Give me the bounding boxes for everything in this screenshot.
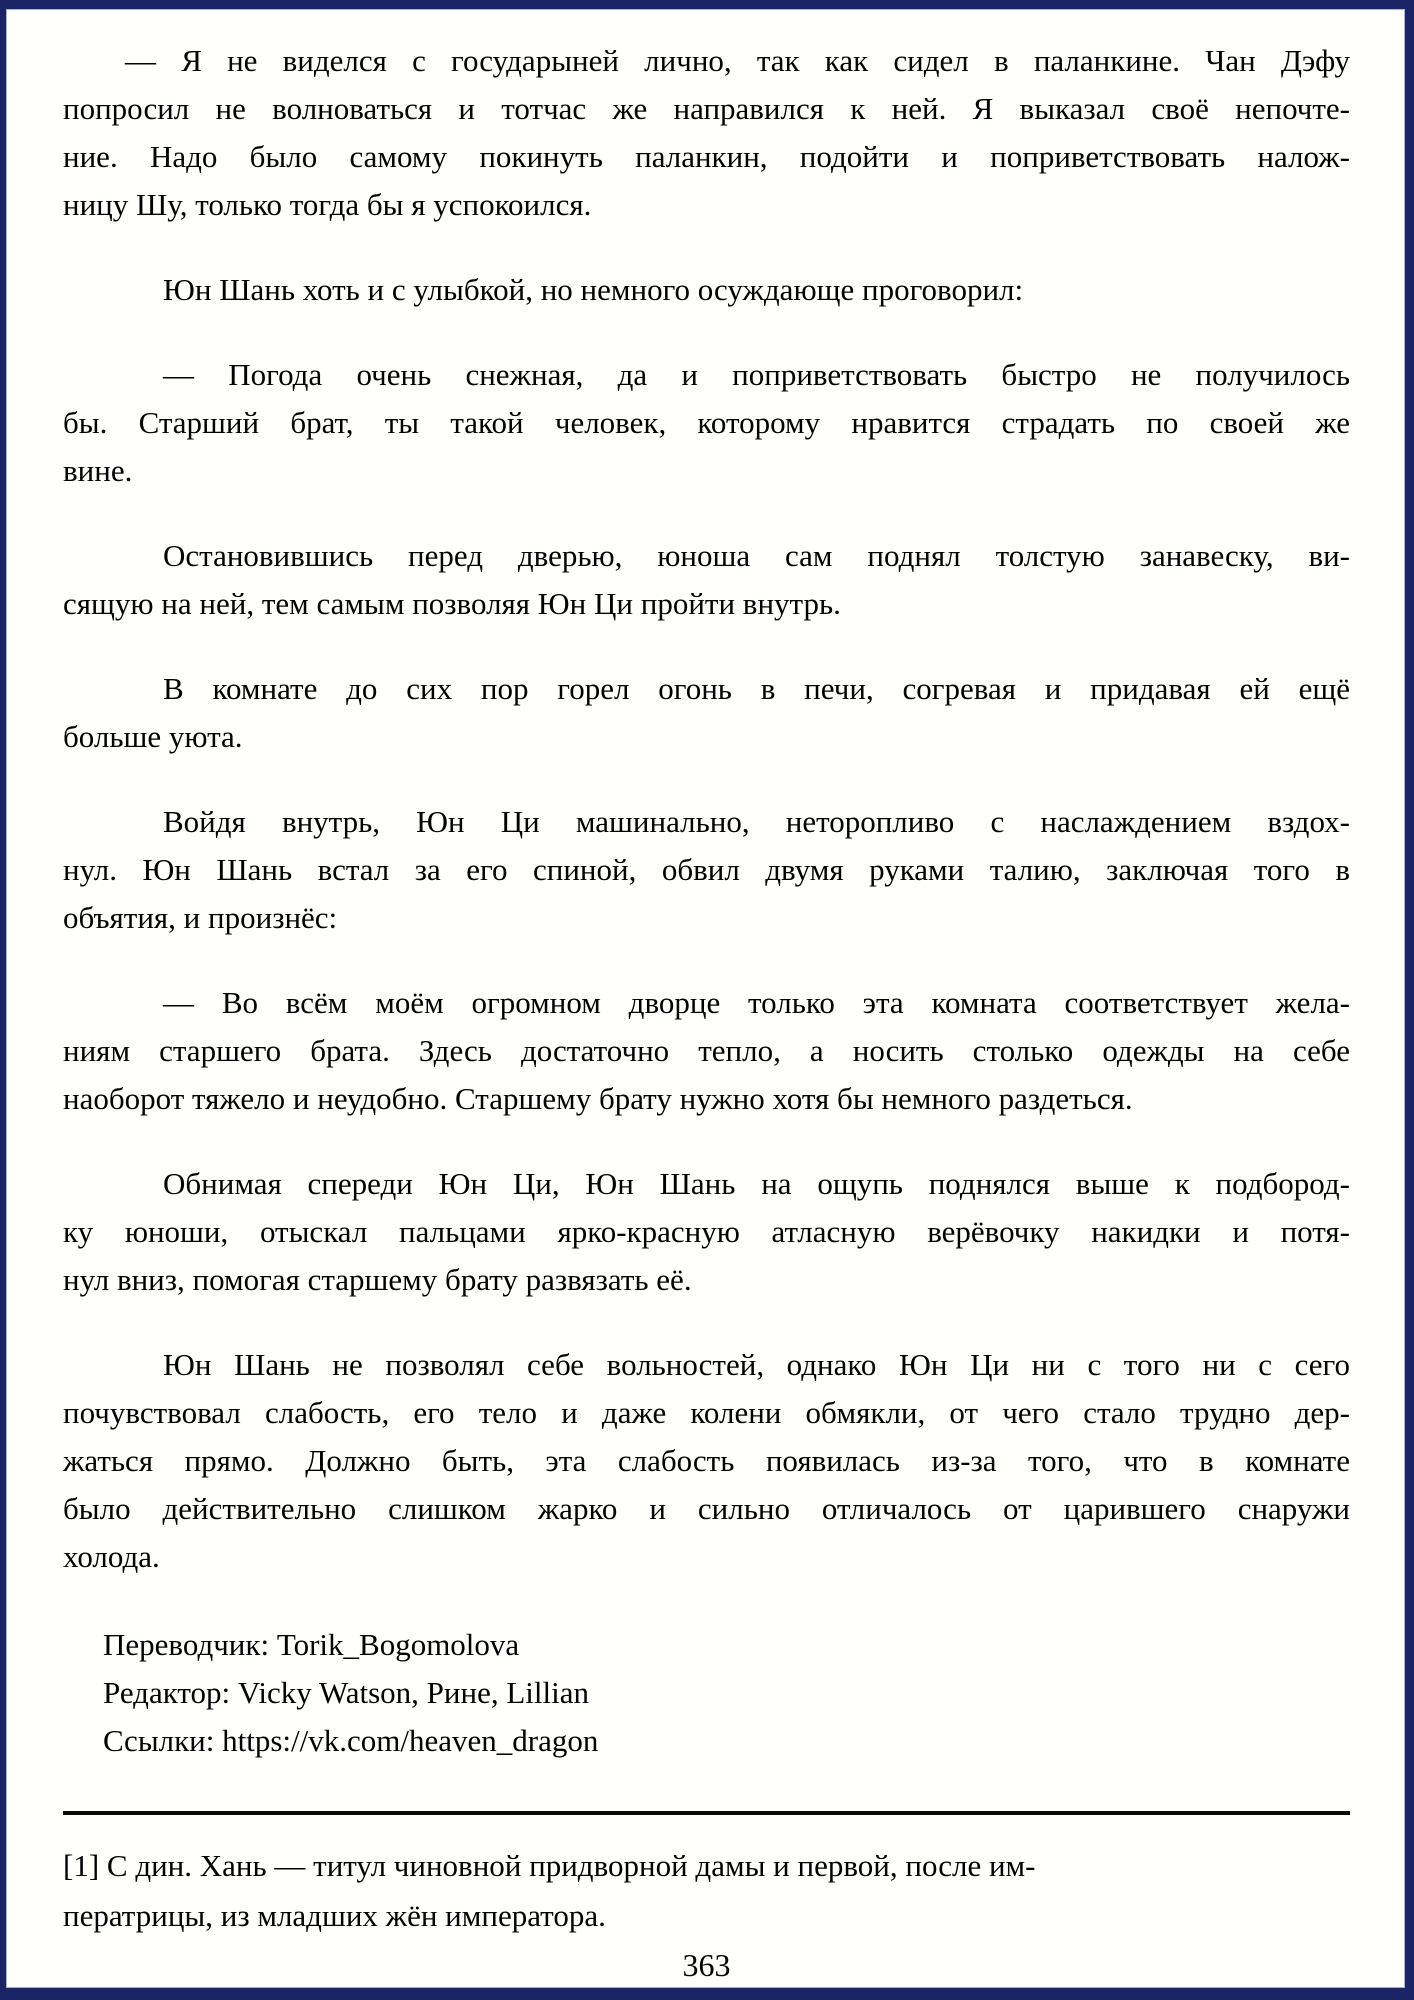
credits-block [63,1621,1350,1765]
footnote [63,1841,1048,1941]
text-line: В комнате до сих пор горел огонь в печи, согревая и придавая ей ещё [163,671,1350,706]
paragraph [63,266,1350,314]
footnote-separator [63,1811,1350,1815]
paragraph [63,532,1350,628]
text-line: попросил не волноваться и тотчас же направился к ней. Я выказал своё непочте- [63,91,1350,126]
paragraph [63,351,1350,495]
text-line: сящую на ней, тем самым позволяя Юн Ци пройти внутрь. [63,586,841,621]
text-line: почувствовал слабость, его тело и даже колени обмякли, от чего стало трудно дер- [63,1395,1350,1430]
book-page [6,9,1405,1988]
text-line: нул. Юн Шань встал за его спиной, обвил двумя руками талию, заключая того в [63,852,1350,887]
footnote-line: ператрицы, из младших жён императора. [63,1898,606,1933]
text-line: Обнимая спереди Юн Ци, Юн Шань на ощупь поднялся выше к подбород- [163,1166,1350,1201]
text-line: бы. Старший брат, ты такой человек, которому нравится страдать по своей же [63,405,1350,440]
footnote-line: [1] С дин. Хань — титул чиновной придворной дамы и первой, после им- [63,1848,1036,1883]
page-content [6,9,1405,1987]
text-line: ницу Шу, только тогда бы я успокоился. [63,187,592,222]
text-line: ку юноши, отыскал пальцами ярко-красную атласную верёвочку накидки и потя- [63,1214,1350,1249]
body-text [63,37,1350,1581]
paragraph [63,665,1350,761]
paragraph [63,1341,1350,1581]
text-line: — Я не виделся с государыней лично, так как сидел в паланкине. Чан Дэфу [125,43,1350,78]
text-line: Войдя внутрь, Юн Ци машинально, неторопливо с наслаждением вздох- [163,804,1350,839]
text-line: объятия, и произнёс: [63,900,338,935]
credit-line: Ссылки: https://vk.com/heaven_dragon [103,1723,599,1758]
text-line: ниям старшего брата. Здесь достаточно тепло, а носить столько одежды на себе [63,1033,1350,1068]
text-line: вине. [63,453,133,488]
text-line: нул вниз, помогая старшему брату развязать её. [63,1262,692,1297]
paragraph [63,979,1350,1123]
paragraph [63,1160,1350,1304]
text-line: больше уюта. [63,719,243,754]
paragraph [63,798,1350,942]
credit-line: Редактор: Vicky Watson, Рине, Lillian [103,1675,589,1710]
page-number: 363 [682,1947,731,1983]
text-line: — Погода очень снежная, да и поприветствовать быстро не получилось [163,357,1350,392]
text-line: холода. [63,1539,160,1574]
paragraph [63,37,1350,229]
credit-line: Переводчик: Torik_Bogomolova [103,1627,520,1662]
text-line: Остановившись перед дверью, юноша сам поднял толстую занавеску, ви- [163,538,1350,573]
text-line: Юн Шань хоть и с улыбкой, но немного осуждающе проговорил: [163,272,1024,307]
text-line: — Во всём моём огромном дворце только эта комната соответствует жела- [163,985,1350,1020]
text-line: ние. Надо было самому покинуть паланкин, подойти и поприветствовать налож- [63,139,1350,174]
text-line: Юн Шань не позволял себе вольностей, однако Юн Ци ни с того ни с сего [163,1347,1350,1382]
text-line: наоборот тяжело и неудобно. Старшему брату нужно хотя бы немного раздеться. [63,1081,1133,1116]
text-line: жаться прямо. Должно быть, эта слабость появилась из-за того, что в комнате [63,1443,1350,1478]
text-line: было действительно слишком жарко и сильно отличалось от царившего снаружи [63,1491,1350,1526]
